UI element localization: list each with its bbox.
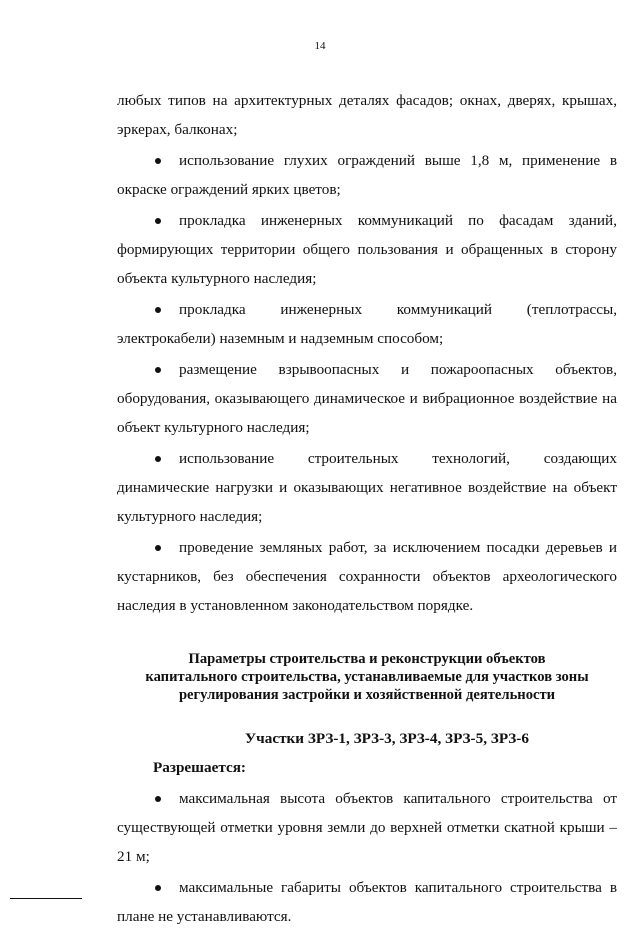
bullet-icon: [155, 545, 161, 551]
section-heading-line: Параметры строительства и реконструкции объектов: [188, 651, 546, 667]
bullet-icon: [155, 307, 161, 313]
allowed-label: Разрешается:: [153, 759, 246, 776]
bullet-item: [117, 355, 617, 442]
bullet-text: максимальная высота объектов капитального строительства от существующей отметки уровня земли до верхней отметки скатной крыши – 21 м;: [117, 790, 617, 865]
bullet-icon: [155, 158, 161, 164]
bullet-item: [117, 206, 617, 293]
bullet-text: прокладка инженерных коммуникаций по фасадам зданий, формирующих территории общего пользования и обращенных в сторону объекта культурного наследия;: [117, 212, 617, 287]
section-heading-line: капитального строительства, устанавливаемые для участков зоны: [145, 669, 589, 685]
bullet-icon: [155, 796, 161, 802]
bullet-text: прокладка инженерных коммуникаций (теплотрассы, электрокабели) наземным и надземным способом;: [117, 301, 617, 347]
bullet-icon: [155, 456, 161, 462]
bullet-item: [117, 784, 617, 871]
bullet-icon: [155, 367, 161, 373]
section-heading-line: регулирования застройки и хозяйственной деятельности: [178, 687, 556, 703]
document-body: [117, 86, 617, 931]
bullet-icon: [155, 218, 161, 224]
bullet-item: [117, 873, 617, 931]
bullet-text: использование строительных технологий, создающих динамические нагрузки и оказывающих негативное воздействие на объект культурного наследия;: [117, 450, 617, 525]
intro-paragraph: любых типов на архитектурных деталях фасадов; окнах, дверях, крышах, эркерах, балконах;: [117, 92, 617, 138]
bullet-text: размещение взрывоопасных и пожароопасных объектов, оборудования, оказывающего динамическое и вибрационное воздействие на объект культурного наследия;: [117, 361, 617, 436]
bullet-item: [117, 444, 617, 531]
bullet-item: [117, 533, 617, 620]
page-number: 14: [314, 40, 326, 52]
bullet-icon: [155, 885, 161, 891]
plots-subheading: Участки ЗРЗ-1, ЗРЗ-3, ЗРЗ-4, ЗРЗ-5, ЗРЗ-6: [245, 730, 529, 747]
bullet-text: использование глухих ограждений выше 1,8 м, применение в окраске ограждений ярких цветов;: [117, 152, 617, 198]
bullet-item: [117, 295, 617, 353]
bullet-text: максимальные габариты объектов капитального строительства в плане не устанавливаются.: [117, 879, 617, 925]
bullet-item: [117, 146, 617, 204]
bullet-text: проведение земляных работ, за исключением посадки деревьев и кустарников, без обеспечения сохранности объектов археологического наследия в установленном законодательством порядке.: [117, 539, 617, 614]
section-heading: [117, 650, 617, 704]
footer-rule: [10, 898, 82, 899]
